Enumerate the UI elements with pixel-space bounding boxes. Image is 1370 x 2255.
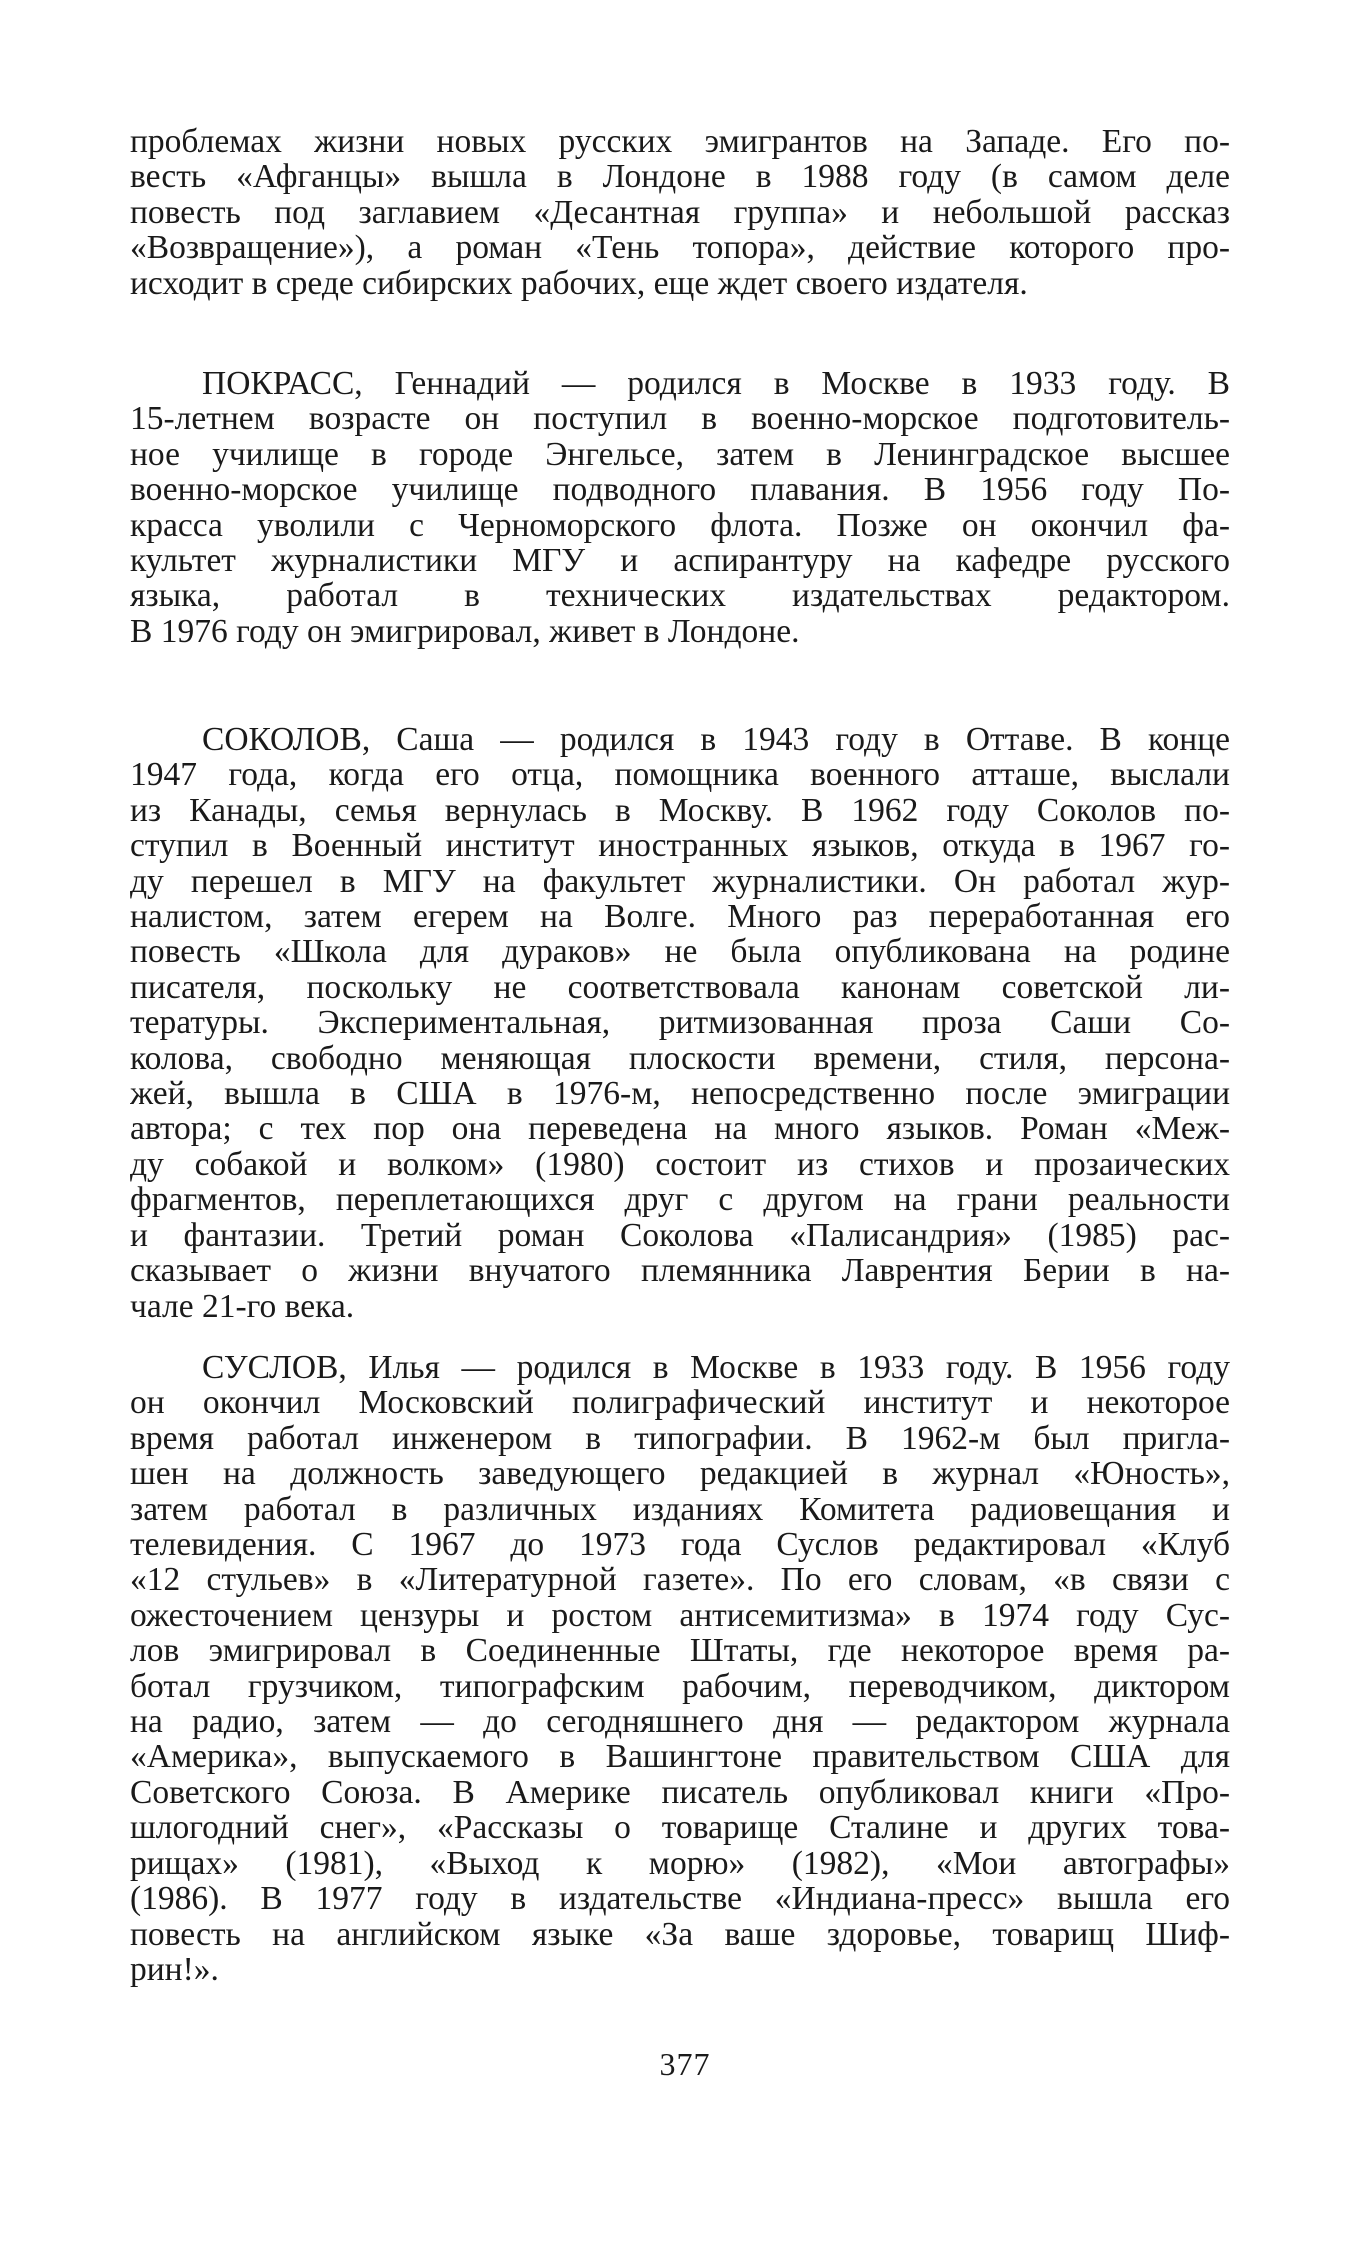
text-line: 1947 года, когда его отца, помощника военного атташе, выслали	[130, 757, 1230, 793]
text-line: фрагментов, переплетающихся друг с другом на грани реальности	[130, 1182, 1230, 1218]
text-line: шен на должность заведующего редакцией в журнал «Юность»,	[130, 1456, 1230, 1492]
text-line: он окончил Московский полиграфический институт и некоторое	[130, 1385, 1230, 1421]
text-line: «Америка», выпускаемого в Вашингтоне правительством США для	[130, 1739, 1230, 1775]
text-line: автора; с тех пор она переведена на много языков. Роман «Меж-	[130, 1111, 1230, 1147]
text-line: писателя, поскольку не соответствовала канонам советской ли-	[130, 969, 1230, 1006]
text-line: затем работал в различных изданиях Комитета радиовещания и	[130, 1491, 1230, 1528]
text-line: языка, работал в технических издательствах редактором.	[130, 578, 1230, 614]
text-line: культет журналистики МГУ и аспирантуру на кафедре русского	[130, 543, 1230, 579]
text-line: на радио, затем — до сегодняшнего дня — редактором журнала	[130, 1704, 1230, 1740]
text-line: «12 стульев» в «Литературной газете». По его словам, «в связи с	[130, 1562, 1230, 1598]
paragraph-suslov	[130, 1350, 1230, 1987]
text-line: исходит в среде сибирских рабочих, еще ждет своего издателя.	[130, 265, 1028, 302]
text-line: из Канады, семья вернулась в Москву. В 1962 году Соколов по-	[130, 792, 1230, 829]
text-line: ожесточением цензуры и ростом антисемитизма» в 1974 году Сус-	[130, 1597, 1230, 1634]
text-line: СОКОЛОВ, Саша — родился в 1943 году в Оттаве. В конце	[202, 722, 1230, 758]
text-line: шлогодний снег», «Рассказы о товарище Сталине и других това-	[130, 1810, 1230, 1846]
paragraph-sokolov	[130, 722, 1230, 1324]
text-line: повесть «Школа для дураков» не была опубликована на родине	[130, 934, 1230, 970]
text-line: военно-морское училище подводного плавания. В 1956 году По-	[130, 472, 1230, 508]
text-line: повесть под заглавием «Десантная группа» и небольшой рассказ	[130, 194, 1230, 231]
text-line: и фантазии. Третий роман Соколова «Палисандрия» (1985) рас-	[130, 1217, 1230, 1254]
text-line: ботал грузчиком, типографским рабочим, переводчиком, диктором	[130, 1668, 1230, 1705]
paragraph-pokrass	[130, 366, 1230, 649]
text-line: рищах» (1981), «Выход к морю» (1982), «Мои автографы»	[130, 1845, 1230, 1882]
text-line: ду перешел в МГУ на факультет журналистики. Он работал жур-	[130, 863, 1230, 900]
text-line: время работал инженером в типографии. В 1962-м был пригла-	[130, 1420, 1230, 1457]
text-line: СУСЛОВ, Илья — родился в Москве в 1933 году. В 1956 году	[202, 1350, 1230, 1386]
text-line: проблемах жизни новых русских эмигрантов на Западе. Его по-	[130, 124, 1230, 160]
text-line: красса уволили с Черноморского флота. Позже он окончил фа-	[130, 507, 1230, 544]
text-line: тературы. Экспериментальная, ритмизованная проза Саши Со-	[130, 1005, 1230, 1041]
text-line: жей, вышла в США в 1976-м, непосредственно после эмиграции	[130, 1076, 1230, 1112]
paragraph-intro	[130, 124, 1230, 301]
text-line: В 1976 году он эмигрировал, живет в Лондоне.	[130, 613, 800, 650]
text-line: (1986). В 1977 году в издательстве «Индиана-пресс» вышла его	[130, 1881, 1230, 1917]
text-line: 15-летнем возрасте он поступил в военно-морское подготовитель-	[130, 401, 1230, 437]
text-line: ное училище в городе Энгельсе, затем в Ленинградское высшее	[130, 436, 1230, 473]
text-line: налистом, затем егерем на Волге. Много раз переработанная его	[130, 899, 1230, 935]
page-number: 377	[659, 2046, 711, 2082]
text-line: «Возвращение»), а роман «Тень топора», действие которого про-	[130, 230, 1230, 266]
text-line: рин!».	[130, 1951, 219, 1988]
text-line: сказывает о жизни внучатого племянника Лаврентия Берии в на-	[130, 1253, 1230, 1289]
text-line: весть «Афганцы» вышла в Лондоне в 1988 году (в самом деле	[130, 159, 1230, 195]
text-line: ПОКРАСС, Геннадий — родился в Москве в 1933 году. В	[202, 366, 1230, 402]
text-line: ступил в Военный институт иностранных языков, откуда в 1967 го-	[130, 828, 1230, 864]
text-line: лов эмигрировал в Соединенные Штаты, где некоторое время ра-	[130, 1633, 1230, 1669]
text-line: чале 21-го века.	[130, 1288, 355, 1324]
text-line: телевидения. С 1967 до 1973 года Суслов редактировал «Клуб	[130, 1527, 1230, 1563]
text-line: повесть на английском языке «За ваше здоровье, товарищ Шиф-	[130, 1916, 1230, 1952]
text-line: Советского Союза. В Америке писатель опубликовал книги «Про-	[130, 1774, 1230, 1811]
text-line: колова, свободно меняющая плоскости времени, стиля, персона-	[130, 1040, 1230, 1077]
text-line: ду собакой и волком» (1980) состоит из стихов и прозаических	[130, 1146, 1230, 1183]
